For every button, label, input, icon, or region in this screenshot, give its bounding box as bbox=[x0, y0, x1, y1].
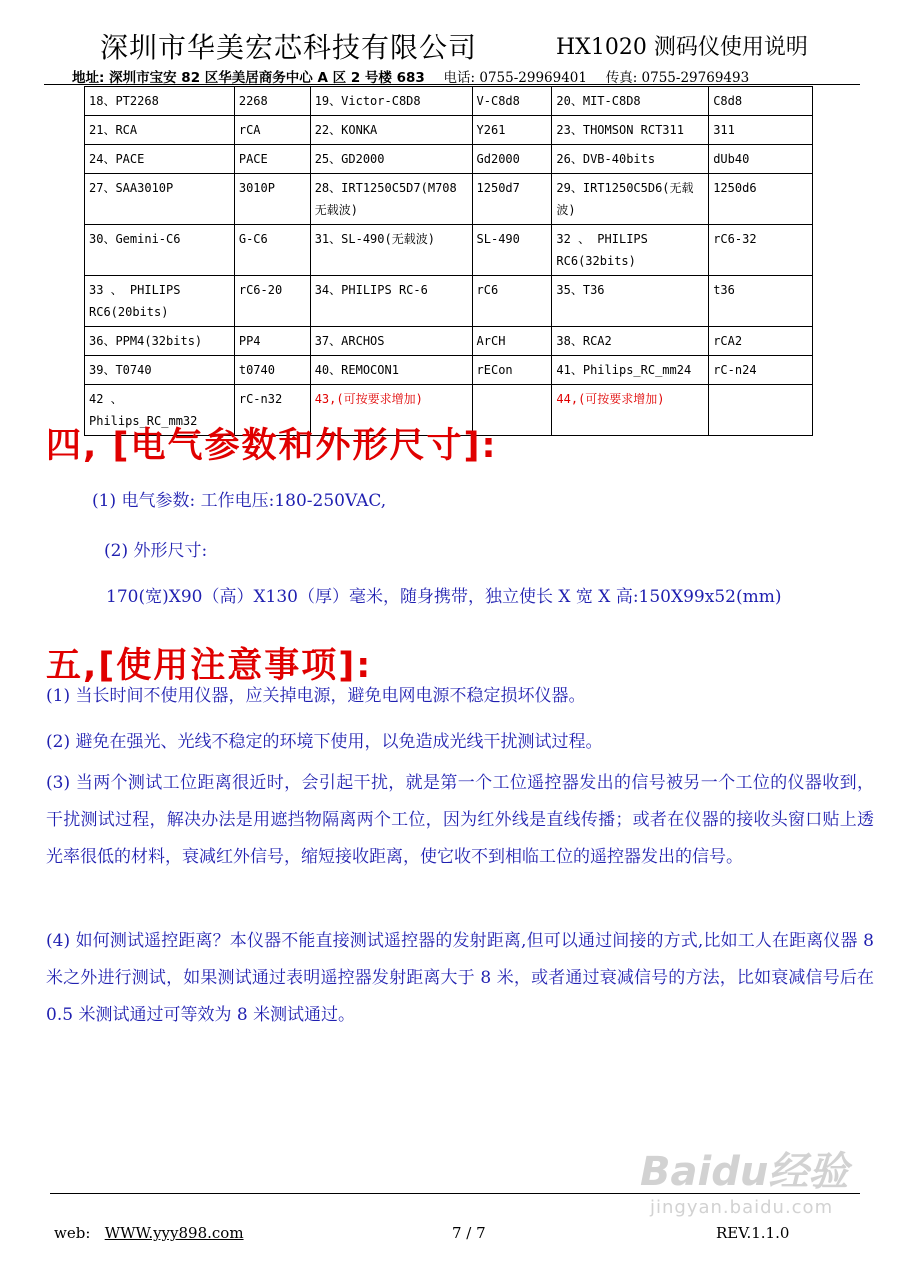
table-cell: 22、KONKA bbox=[310, 116, 472, 145]
address: 地址: 深圳市宝安 82 区华美居商务中心 A 区 2 号楼 683 bbox=[72, 70, 425, 86]
table-cell: 34、PHILIPS RC-6 bbox=[310, 276, 472, 327]
table-cell: dUb40 bbox=[709, 145, 813, 174]
table-cell: 29、IRT1250C5D6(无载波) bbox=[552, 174, 709, 225]
table-cell: 21、RCA bbox=[85, 116, 235, 145]
table-row bbox=[85, 356, 813, 385]
watermark-brand: Baidu经验 bbox=[640, 1149, 849, 1195]
table-cell: 33 、 PHILIPS RC6(20bits) bbox=[85, 276, 235, 327]
table-cell: Y261 bbox=[472, 116, 552, 145]
table-cell: ArCH bbox=[472, 327, 552, 356]
table-cell: 26、DVB-40bits bbox=[552, 145, 709, 174]
table-cell: 311 bbox=[709, 116, 813, 145]
table-row bbox=[85, 225, 813, 276]
table-cell: 39、T0740 bbox=[85, 356, 235, 385]
table-cell: rC-n32 bbox=[234, 385, 310, 436]
table-row bbox=[85, 145, 813, 174]
table-cell: rCA bbox=[234, 116, 310, 145]
section4-item2-detail: 170(宽)X90（高）X130（厚）毫米，随身携带，独立使长 X 宽 X 高:150X99x52(mm) bbox=[106, 587, 782, 607]
table-row bbox=[85, 87, 813, 116]
code-table-body bbox=[85, 87, 813, 436]
table-cell: 18、PT2268 bbox=[85, 87, 235, 116]
table-cell: 40、REMOCON1 bbox=[310, 356, 472, 385]
address-line bbox=[72, 66, 749, 86]
revision: REV.1.1.0 bbox=[716, 1224, 790, 1242]
table-cell: 25、GD2000 bbox=[310, 145, 472, 174]
table-cell: rC6-20 bbox=[234, 276, 310, 327]
table-cell: 1250d6 bbox=[709, 174, 813, 225]
table-cell: 28、IRT1250C5D7(M708无载波) bbox=[310, 174, 472, 225]
table-cell: rECon bbox=[472, 356, 552, 385]
section4-heading: 四, [电气参数和外形尺寸]: bbox=[46, 426, 498, 466]
table-cell: t0740 bbox=[234, 356, 310, 385]
table-cell: 2268 bbox=[234, 87, 310, 116]
section5-p4: (4) 如何测试遥控距离？本仪器不能直接测试遥控器的发射距离,但可以通过间接的方式,比如工人在距离仪器 8 米之外进行测试，如果测试通过表明遥控器发射距离大于 8 米，或者通过衰减信号的方法，比如衰减信号后在 0.5 米测试通过可等效为 8 米测试通过。 bbox=[46, 931, 874, 1025]
watermark-url: jingyan.baidu.com bbox=[650, 1197, 834, 1218]
table-cell: rC-n24 bbox=[709, 356, 813, 385]
table-cell: 31、SL-490(无载波) bbox=[310, 225, 472, 276]
table-cell: 20、MIT-C8D8 bbox=[552, 87, 709, 116]
table-cell: 24、PACE bbox=[85, 145, 235, 174]
phone: 电话: 0755-29969401 bbox=[443, 70, 587, 86]
table-cell: rCA2 bbox=[709, 327, 813, 356]
company-name: 深圳市华美宏芯科技有限公司 bbox=[100, 31, 478, 64]
table-cell: 44,(可按要求增加) bbox=[552, 385, 709, 436]
table-cell: 30、Gemini-C6 bbox=[85, 225, 235, 276]
document-title: HX1020 测码仪使用说明 bbox=[556, 35, 808, 60]
table-cell: Gd2000 bbox=[472, 145, 552, 174]
table-cell: C8d8 bbox=[709, 87, 813, 116]
section4-item1: (1) 电气参数: 工作电压:180-250VAC, bbox=[92, 491, 387, 511]
table-cell bbox=[709, 385, 813, 436]
table-cell: 43,(可按要求增加) bbox=[310, 385, 472, 436]
section5-p3: (3) 当两个测试工位距离很近时，会引起干扰，就是第一个工位遥控器发出的信号被另一个工位的仪器收到，干扰测试过程，解决办法是用遮挡物隔离两个工位，因为红外线是直线传播；或者在仪器的接收头窗口贴上透光率很低的材料，衰减红外信号，缩短接收距离，使它收不到相临工位的遥控器发出的信号。 bbox=[46, 773, 874, 867]
table-cell: SL-490 bbox=[472, 225, 552, 276]
header-divider bbox=[44, 84, 860, 85]
section5-heading: 五,[使用注意事项]: bbox=[46, 646, 373, 686]
table-cell: rC6-32 bbox=[709, 225, 813, 276]
table-cell: rC6 bbox=[472, 276, 552, 327]
table-cell: 35、T36 bbox=[552, 276, 709, 327]
web-link[interactable]: WWW.yyy898.com bbox=[104, 1224, 244, 1242]
table-cell: 36、PPM4(32bits) bbox=[85, 327, 235, 356]
fax: 传真: 0755-29769493 bbox=[605, 70, 750, 86]
footer-web bbox=[54, 1224, 244, 1242]
baidu-watermark bbox=[640, 1140, 848, 1218]
table-cell: PACE bbox=[234, 145, 310, 174]
table-cell: V-C8d8 bbox=[472, 87, 552, 116]
table-cell: 38、RCA2 bbox=[552, 327, 709, 356]
table-row bbox=[85, 174, 813, 225]
page-number: 7 / 7 bbox=[452, 1224, 486, 1242]
table-cell: 27、SAA3010P bbox=[85, 174, 235, 225]
table-cell: 37、ARCHOS bbox=[310, 327, 472, 356]
table-cell: 19、Victor-C8D8 bbox=[310, 87, 472, 116]
table-cell: 3010P bbox=[234, 174, 310, 225]
section5-p1: (1) 当长时间不使用仪器，应关掉电源，避免电网电源不稳定损坏仪器。 bbox=[46, 686, 586, 706]
table-cell: 41、Philips_RC_mm24 bbox=[552, 356, 709, 385]
table-cell: 23、THOMSON RCT311 bbox=[552, 116, 709, 145]
table-cell: G-C6 bbox=[234, 225, 310, 276]
code-table bbox=[84, 86, 813, 436]
section4-item2: (2) 外形尺寸: bbox=[104, 541, 208, 561]
table-row bbox=[85, 276, 813, 327]
table-cell: PP4 bbox=[234, 327, 310, 356]
footer-divider bbox=[50, 1193, 860, 1194]
table-cell: 42 、 Philips_RC_mm32 bbox=[85, 385, 235, 436]
table-cell: 32 、 PHILIPS RC6(32bits) bbox=[552, 225, 709, 276]
table-cell: 1250d7 bbox=[472, 174, 552, 225]
section5-p2: (2) 避免在强光、光线不稳定的环境下使用，以免造成光线干扰测试过程。 bbox=[46, 732, 603, 752]
table-cell: t36 bbox=[709, 276, 813, 327]
table-row bbox=[85, 116, 813, 145]
web-label: web: bbox=[54, 1224, 91, 1242]
table-row bbox=[85, 327, 813, 356]
